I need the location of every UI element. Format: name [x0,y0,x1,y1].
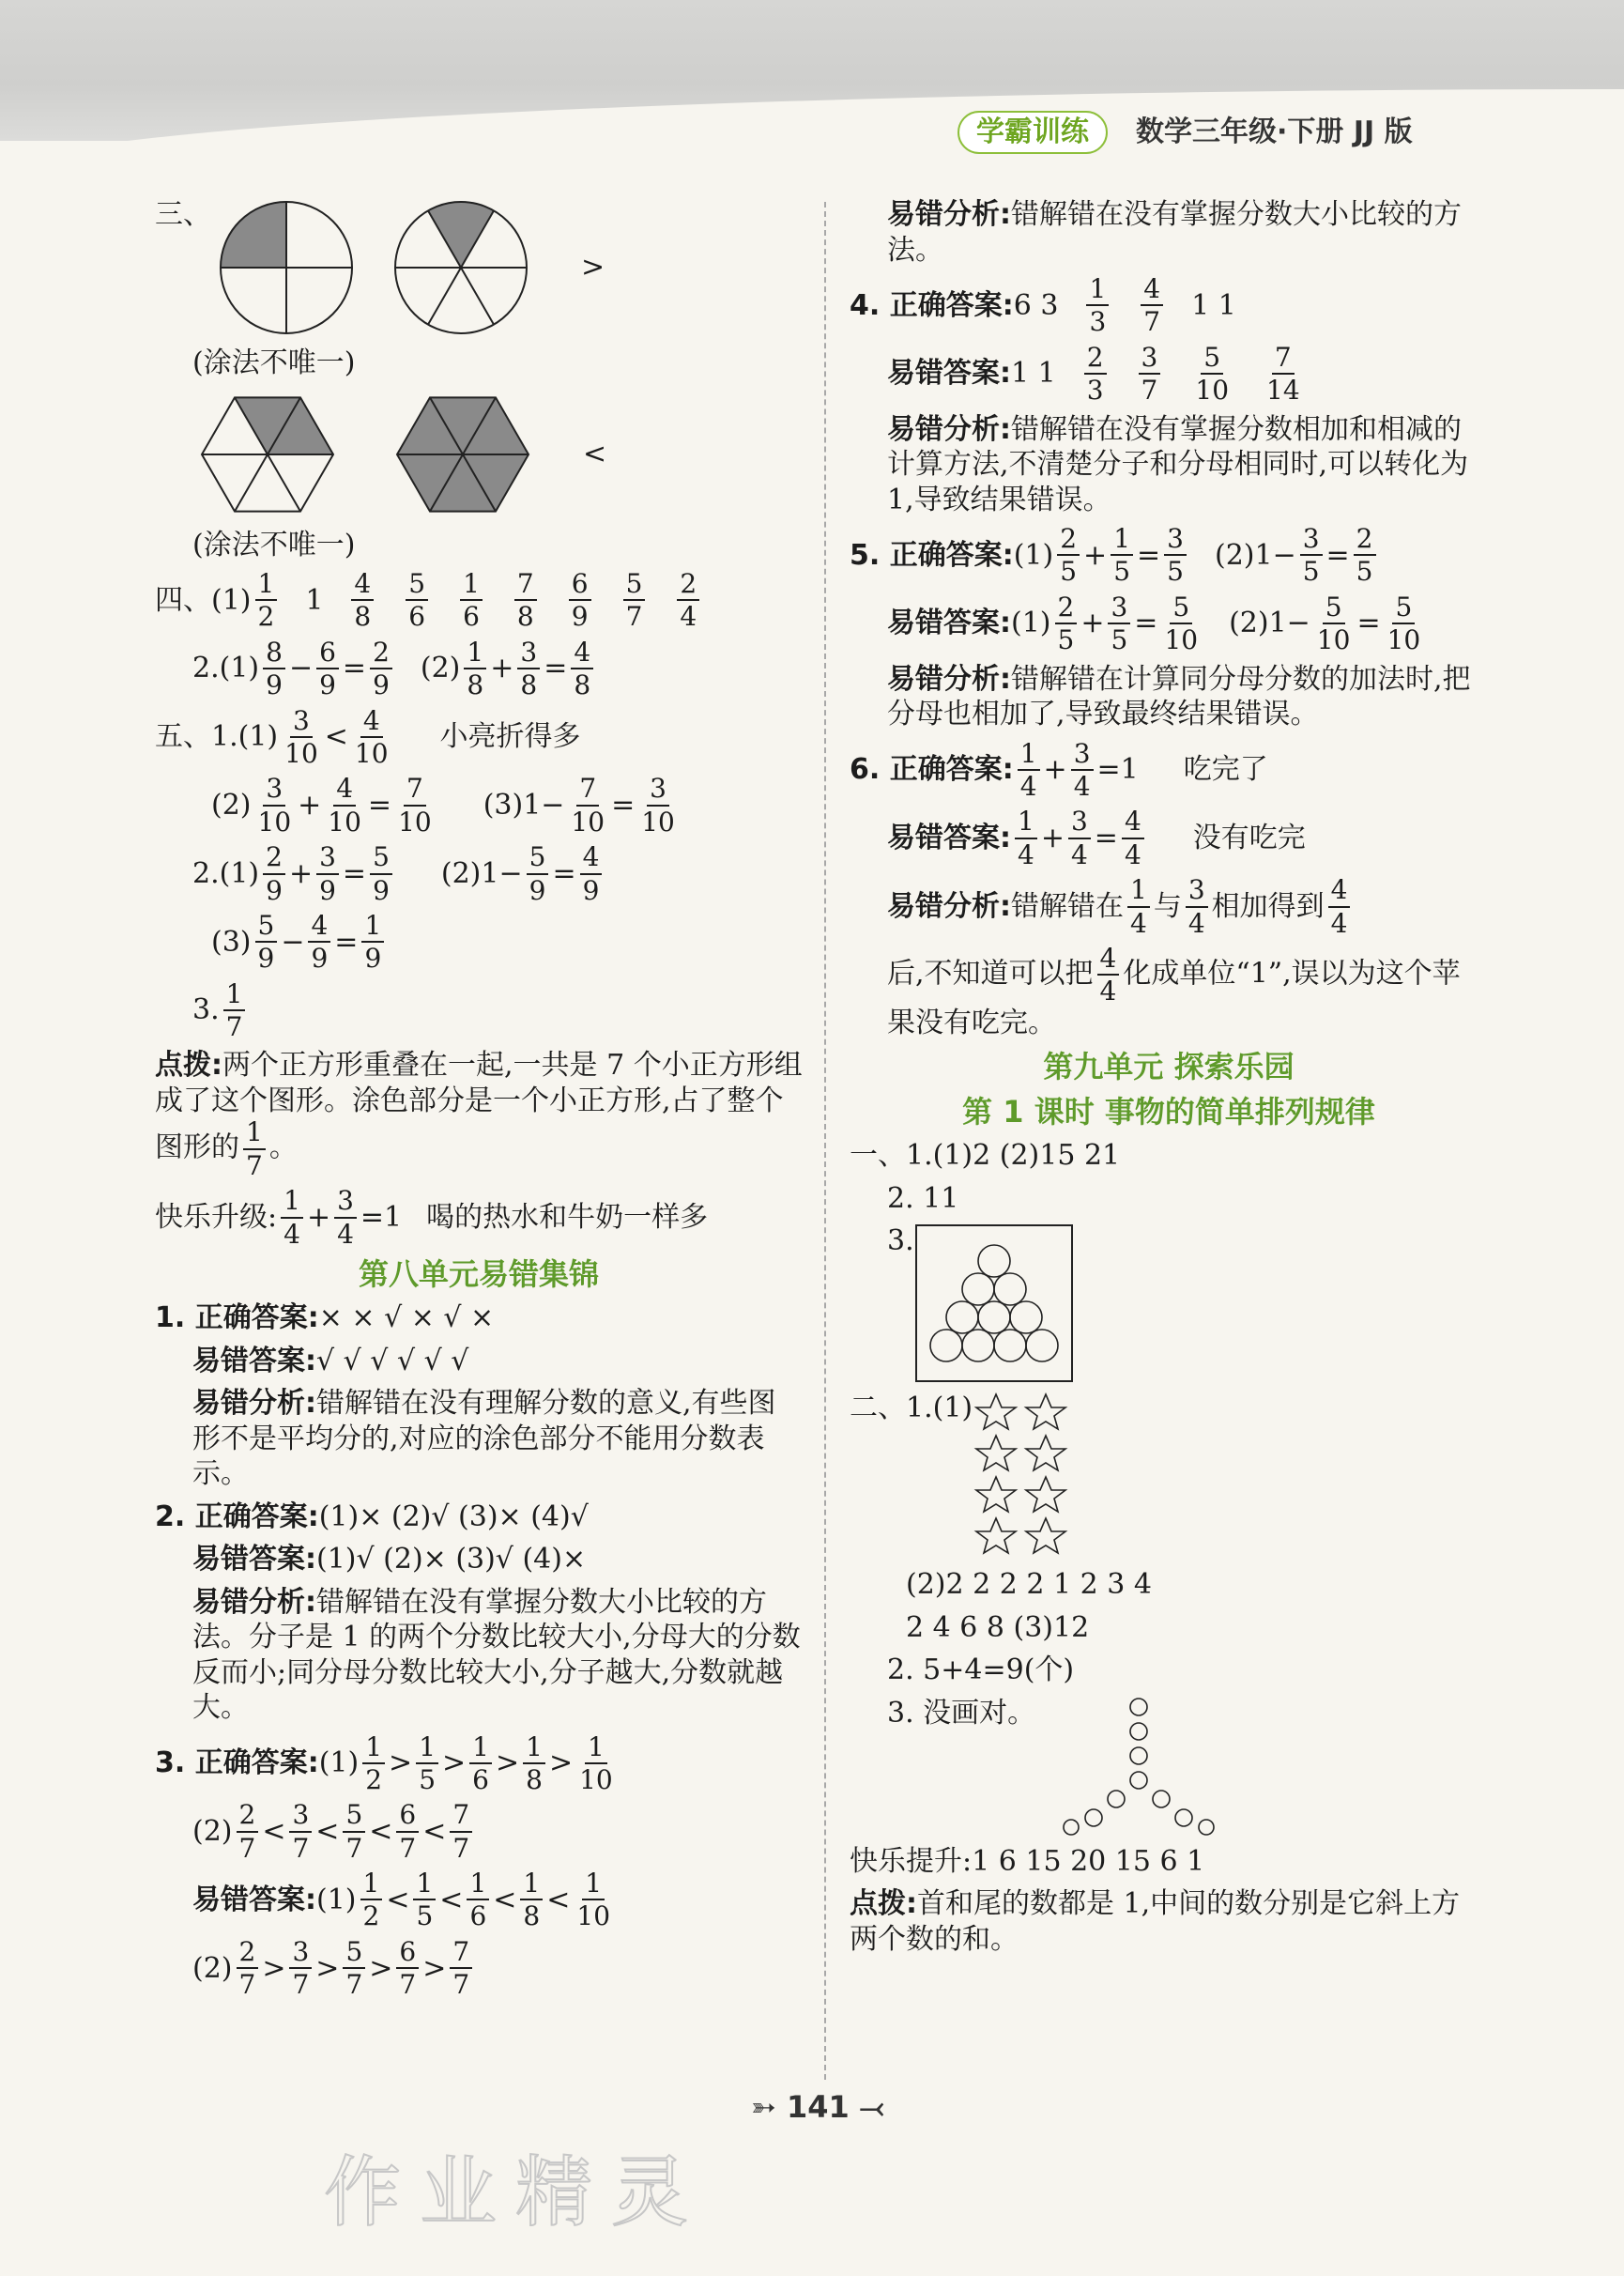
fraction: $\frac{3}{4}$ [334,1187,357,1248]
section-5-label: 五、1.(1) [155,720,279,754]
analysis-text: 后,不知道可以把 [887,957,1094,991]
page-arrow-right-icon: ⤙ [859,2089,884,2125]
compare-sign-gt: > [581,251,605,284]
fraction: $\frac{4}{4}$ [1328,876,1351,937]
fraction: $\frac{1}{5}$ [413,1869,436,1930]
fraction: $\frac{3}{9}$ [316,843,339,904]
q5-analysis [850,662,1488,732]
q2-wrong [155,1542,803,1577]
fraction: $\frac{1}{4}$ [281,1187,303,1248]
fraction: $\frac{7}{14}$ [1266,341,1300,407]
item-label: (2) [211,788,252,822]
item-label: 2.(1) [192,856,260,890]
q6-wrong: 易错答案: $\frac{1}{4}$ + $\frac{3}{4}$ = $\frac{4}{4}$ 没有吃完 [887,806,1306,870]
unit-9-title: 第九单元 探索乐园 [1043,1049,1295,1085]
fraction: $\frac{2}{5}$ [1057,525,1080,586]
fraction: $\frac{1}{7}$ [243,1118,266,1179]
q3-correct-2: (2) $\frac{2}{7}$ < $\frac{3}{7}$ < $\frac{5}{7}$ < $\frac{6}{7}$ < $\frac{7}{7}$ [155,1801,803,1862]
fraction: $\frac{1}{10}$ [576,1868,611,1932]
r0-analysis [850,197,1488,268]
fraction: $\frac{1}{8}$ [523,1733,545,1794]
fraction: $\frac{3}{10}$ [257,773,292,838]
s2-seq-2: 2 4 6 8 (3)12 [906,1610,1090,1644]
q2-correct [155,1499,803,1535]
answer-value: 1 1 [1191,288,1236,322]
section-5-row-1: 五、1.(1) $\frac{3}{10}$ < $\frac{4}{10}$ 小亮折得多 [155,704,581,769]
answer-text: 没有吃完 [1192,822,1306,855]
fraction: $\frac{6}{7}$ [396,1801,419,1862]
fraction: $\frac{1}{8}$ [520,1869,543,1930]
q3-label: 3. 正确答案: [155,1746,319,1780]
item-label: (1) [316,1883,357,1916]
fraction: $\frac{3}{8}$ [517,638,540,700]
item-label: 2.(1) [192,652,260,685]
q1-correct [155,1300,803,1336]
fraction: $\frac{5}{9}$ [527,843,549,904]
answer-value: 1 [305,583,324,617]
q1-answer: × × √ × √ × [318,1301,495,1335]
tip-text: 两个正方形重叠在一起,一共是 7 个小正方形组成了这个图形。涂色部分是一个小正方形,占了整个图形的 [155,1049,803,1164]
section-5-row-4: (3) $\frac{5}{9}$ − $\frac{4}{9}$ = $\frac{1}{9}$ [155,912,803,973]
q4-wrong [850,341,1488,407]
fraction: $\frac{4}{8}$ [571,638,593,700]
fraction: $\frac{1}{3}$ [1086,275,1109,336]
answer-value: =1 [1096,753,1139,787]
answer-text: 小亮折得多 [439,720,581,754]
fraction: $\frac{3}{4}$ [1186,876,1208,937]
item-label: (1) [1011,607,1051,640]
fraction: $\frac{1}{5}$ [416,1733,438,1794]
q5-correct: 5. 正确答案: (1) $\frac{2}{5}$ + $\frac{1}{5}$ = $\frac{3}{5}$ (2)1− $\frac{3}{5}$ = $\frac{2}{5}$ [850,525,1488,586]
q5-analysis-text: 错解错在计算同分母分数的加法时,把分母也相加了,导致最终结果错误。 [887,662,1471,731]
wrong-label: 易错答案: [192,1883,316,1916]
fraction: $\frac{2}{3}$ [1084,344,1107,405]
item-label: (2)1− [1214,538,1296,572]
item-label: (2) [420,652,461,685]
fraction: $\frac{1}{4}$ [1015,807,1037,869]
fraction: $\frac{2}{5}$ [1055,593,1078,654]
fraction: $\frac{4}{4}$ [1122,807,1144,869]
fraction: $\frac{5}{10}$ [1195,341,1230,407]
column-divider [824,202,826,2080]
fraction: $\frac{2}{7}$ [237,1938,259,1999]
fraction: $\frac{1}{2}$ [255,570,278,631]
fraction: $\frac{3}{10}$ [641,773,675,838]
section-5-row-3: 2.(1) $\frac{2}{9}$ + $\frac{3}{9}$ = $\frac{5}{9}$ (2)1− $\frac{5}{9}$ = $\frac{4}{9}$ [155,843,803,904]
tip-label: 点拨: [155,1049,222,1083]
section-4-row-2: 2.(1) $\frac{8}{9}$ − $\frac{6}{9}$ = $\frac{2}{9}$ (2) $\frac{1}{8}$ + $\frac{3}{8}$ = $\frac{4}{8}$ [155,638,803,700]
fraction: $\frac{1}{6}$ [469,1733,492,1794]
circle-pyramid-figure [914,1223,1074,1383]
fraction: $\frac{1}{8}$ [464,638,486,700]
fraction: $\frac{4}{10}$ [354,704,389,769]
fraction: $\frac{6}{7}$ [396,1938,419,1999]
wrong-label: 易错答案: [887,357,1011,391]
section-3-hexagons [155,389,803,520]
q1-analysis-text: 错解错在没有理解分数的意义,有些图形不是平均分的,对应的涂色部分不能用分数表示。 [192,1387,776,1491]
q6-analysis-2 [850,942,1488,1040]
happy-label: 快乐提升: [850,1844,973,1878]
unit-8-title: 第八单元易错集锦 [358,1256,599,1293]
fraction: $\frac{7}{8}$ [514,570,537,631]
q3-wrong-2: (2) $\frac{2}{7}$ > $\frac{3}{7}$ > $\frac{5}{7}$ > $\frac{6}{7}$ > $\frac{7}{7}$ [155,1938,803,1999]
item-label: (2)1− [1229,607,1310,640]
fraction: $\frac{5}{9}$ [255,912,278,973]
q2-wrong-answer: (1)√ (2)× (3)√ (4)× [316,1543,587,1576]
q1-wrong [155,1344,803,1379]
item-label: 二、1.(1) [850,1392,973,1425]
happy-text: 1 6 15 20 15 6 1 [972,1844,1205,1878]
q2-label: 2. 正确答案: [155,1499,319,1533]
happy-upgrade-row: 快乐升级: $\frac{1}{4}$ + $\frac{3}{4}$ =1 喝的热水和牛奶一样多 [155,1185,709,1250]
answer-value: 1 1 [1011,357,1056,391]
q1-analysis [155,1386,803,1492]
wrong-label: 易错答案: [887,822,1011,855]
fraction: $\frac{5}{10}$ [1164,591,1199,656]
right-column [850,197,1488,1964]
q4-correct [850,275,1488,336]
item-label: (2) [192,1951,233,1985]
fraction: $\frac{2}{4}$ [677,570,699,631]
analysis-text: 错解错在 [1011,889,1124,923]
fraction: $\frac{4}{9}$ [580,843,603,904]
hexagon-right-figure [388,389,538,520]
fraction: $\frac{5}{7}$ [343,1801,365,1862]
fraction: $\frac{5}{7}$ [623,570,646,631]
fraction: $\frac{3}{4}$ [1071,740,1094,801]
compare-sign-lt: < [583,437,607,470]
fraction: $\frac{2}{9}$ [370,638,392,700]
item-label: (3)1− [483,788,565,822]
q3-wrong-1: 易错答案: (1) $\frac{1}{2}$ < $\frac{1}{5}$ < $\frac{1}{6}$ < $\frac{1}{8}$ < $\frac{1}{10}$ [155,1869,803,1930]
q5-label: 5. 正确答案: [850,538,1014,572]
q2-analysis-text: 错解错在没有掌握分数大小比较的方法。分子是 1 的两个分数比较大小,分母大的分数反而小;同分母分数比较大小,分子越大,分数就越大。 [192,1585,801,1725]
fraction: $\frac{4}{10}$ [328,773,361,838]
fraction: $\frac{7}{7}$ [450,1801,472,1862]
page-arrow-left-icon: ➳ [751,2089,776,2125]
q3-correct-1: 3. 正确答案: (1) $\frac{1}{2}$ > $\frac{1}{5}$ > $\frac{1}{6}$ > $\frac{1}{8}$ > $\frac{1}{10}$ [155,1733,803,1794]
q4-label: 4. 正确答案: [850,288,1014,322]
answer-value: 6 3 [1013,288,1059,322]
star-pattern-figure [973,1391,1076,1560]
fraction: $\frac{2}{7}$ [237,1801,259,1862]
q6-label: 6. 正确答案: [850,753,1014,787]
analysis-label: 易错分析: [887,662,1011,696]
fraction: $\frac{3}{4}$ [1068,807,1091,869]
fraction: $\frac{5}{10}$ [1387,591,1421,656]
wrong-label: 易错答案: [192,1344,316,1377]
fraction: $\frac{4}{9}$ [308,912,330,973]
fraction: $\frac{4}{4}$ [1097,945,1120,1006]
fraction: $\frac{1}{4}$ [1018,740,1040,801]
fraction: $\frac{5}{6}$ [406,570,428,631]
q2-analysis [155,1585,803,1726]
wrong-label: 易错答案: [887,607,1011,640]
section-5-row-5 [155,977,803,1043]
fraction: $\frac{2}{9}$ [263,843,285,904]
fraction: $\frac{1}{2}$ [362,1733,385,1794]
wrong-label: 易错答案: [192,1543,316,1576]
q1-wrong-answer: √ √ √ √ √ √ [316,1344,469,1377]
item-label: (2)1− [440,856,523,890]
fraction: $\frac{1}{7}$ [223,980,246,1041]
fraction: $\frac{3}{5}$ [1300,525,1323,586]
fraction: $\frac{1}{9}$ [361,912,384,973]
lesson-title: 第 1 课时 事物的简单排列规律 [962,1094,1375,1130]
s1-row-1: 一、1.(1)2 (2)15 21 [850,1139,1121,1173]
fraction: $\frac{1}{4}$ [1127,876,1150,937]
circle-quarters-figure [211,197,361,338]
section-3-note-1: (涂法不唯一) [192,346,356,379]
item-label: 3. [192,993,220,1027]
r0-analysis-text: 错解错在没有掌握分数大小比较的方法。 [887,198,1462,267]
tip-paragraph [155,1048,803,1179]
fraction: $\frac{1}{5}$ [1111,525,1133,586]
item-label: 3. [887,1224,914,1258]
fraction: $\frac{1}{10}$ [579,1730,613,1795]
fraction: $\frac{6}{9}$ [569,570,591,631]
analysis-text: 与 [1153,889,1182,923]
analysis-text: 相加得到 [1211,889,1325,923]
happy-label: 快乐升级: [155,1200,278,1234]
analysis-label: 易错分析: [887,198,1011,231]
fraction: $\frac{3}{5}$ [1164,525,1187,586]
item-label: (1) [1013,538,1054,572]
book-title: 数学三年级·下册 JJ 版 [1136,115,1413,148]
page-number [751,2089,884,2126]
fraction: $\frac{1}{6}$ [467,1869,489,1930]
fraction: $\frac{4}{7}$ [1141,275,1163,336]
tip-text: 首和尾的数都是 1,中间的数分别是它斜上方两个数的和。 [850,1887,1461,1956]
s1-row-3 [850,1223,1488,1383]
tip-label: 点拨: [850,1887,917,1921]
happy-text: 喝的热水和牛奶一样多 [426,1200,709,1234]
answer-text: 吃完了 [1183,753,1268,787]
fraction: $\frac{8}{9}$ [263,638,285,700]
fraction: $\frac{5}{7}$ [343,1938,365,1999]
hexagon-left-figure [192,389,343,520]
s2-row-2: 2. 5+4=9(个) [887,1653,1075,1687]
fraction: $\frac{3}{5}$ [1108,593,1130,654]
brand-badge: 学霸训练 [958,111,1108,154]
left-column [155,197,803,2007]
q4-analysis-text: 错解错在没有掌握分数相加和相减的计算方法,不清楚分子和分母相同时,可以转化为 1,导致结果错误。 [887,412,1469,516]
section-3-note-2: (涂法不唯一) [192,528,356,561]
section-3-circles [155,197,803,338]
fraction: $\frac{3}{7}$ [289,1938,312,1999]
circle-sixths-figure [386,197,536,338]
item-label: (2) [192,1814,233,1848]
page-number-value: 141 [786,2089,850,2125]
fraction: $\frac{3}{10}$ [284,704,318,769]
tip-end: 。 [268,1130,298,1164]
q6-analysis-1 [850,876,1488,937]
fraction: $\frac{1}{2}$ [360,1869,383,1930]
watermark: 作业精灵 [324,2148,708,2238]
fraction: $\frac{3}{7}$ [289,1801,312,1862]
analysis-label: 易错分析: [887,889,1011,923]
analysis-label: 易错分析: [887,412,1011,446]
fraction: $\frac{7}{7}$ [450,1938,472,1999]
fraction: $\frac{3}{7}$ [1139,344,1161,405]
fraction: $\frac{5}{10}$ [1316,591,1351,656]
item-label: (1) [318,1746,360,1780]
s2-row-1 [850,1391,1488,1560]
q2-answer: (1)× (2)√ (3)× (4)√ [318,1499,589,1533]
section-3-label: 三、 [155,198,211,231]
s2-seq-1: (2)2 2 2 2 1 2 3 4 [906,1568,1152,1602]
fraction: $\frac{7}{10}$ [571,773,605,838]
section-4-label: 四、(1) [155,583,252,617]
fraction: $\frac{1}{6}$ [460,570,483,631]
fraction: $\frac{4}{8}$ [351,570,374,631]
fraction: $\frac{7}{10}$ [398,773,432,838]
q6-correct: 6. 正确答案: $\frac{1}{4}$ + $\frac{3}{4}$ =1 吃完了 [850,737,1268,803]
q1-label: 1. 正确答案: [155,1301,319,1335]
q4-analysis [850,412,1488,518]
analysis-label: 易错分析: [192,1585,316,1619]
happy-boost [850,1844,1488,1880]
item-label: (3) [211,925,252,959]
circle-arrow-figure [1045,1696,1233,1837]
fraction: $\frac{6}{9}$ [316,638,339,700]
s1-row-2: 2. 11 [887,1181,959,1215]
s2-row-3 [850,1696,1488,1837]
fraction: $\frac{5}{9}$ [370,843,392,904]
fraction: $\frac{2}{5}$ [1354,525,1376,586]
analysis-text: 化成单位“1”,误以为这个苹果没有吃完。 [887,957,1461,1039]
section-5-row-2: (2) $\frac{3}{10}$ + $\frac{4}{10}$ = $\frac{7}{10}$ (3)1− $\frac{7}{10}$ = $\frac{3}{10}$ [155,775,803,836]
tip-paragraph-right [850,1886,1488,1957]
q5-wrong: 易错答案: (1) $\frac{2}{5}$ + $\frac{3}{5}$ = $\frac{5}{10}$ (2)1− $\frac{5}{10}$ = $\frac{5}{10}$ [850,593,1488,654]
section-4-row-1 [155,570,803,631]
item-label: 3. 没画对。 [887,1696,1036,1730]
analysis-label: 易错分析: [192,1387,316,1421]
